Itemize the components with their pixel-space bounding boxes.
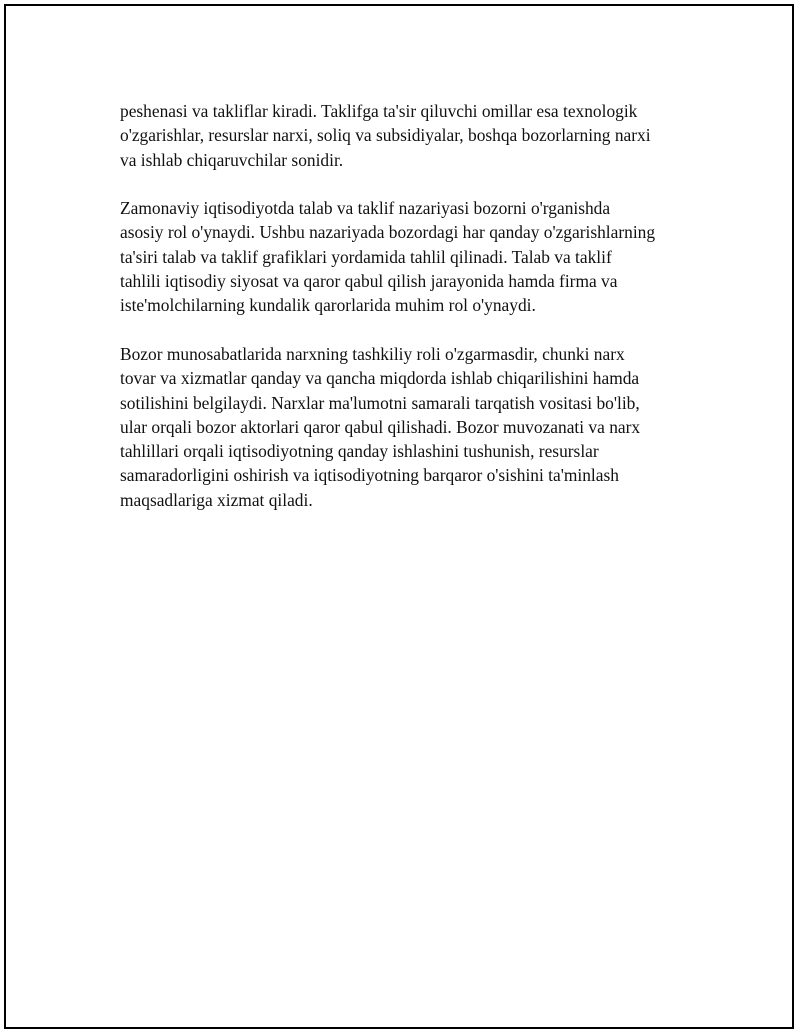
paragraph-2: Zamonaviy iqtisodiyotda talab va taklif nazariyasi bozorni o'rganishda asosiy rol o'ynaydi. Ushbu nazariyada bozordagi har qanday o'zgarishlarning ta'siri talab va taklif grafiklari yordamida tahlil qilinadi. Talab va taklif tahlili iqtisodiy siyosat va qaror qabul qilish jarayonida hamda firma va iste'molchilarning kundalik qarorlarida muhim rol o'ynaydi.	[120, 198, 656, 316]
paragraph-3: Bozor munosabatlarida narxning tashkiliy roli o'zgarmasdir, chunki narx tovar va xizmatlar qanday va qancha miqdorda ishlab chiqarilishini hamda sotilishini belgilaydi. Narxlar ma'lumotni samarali tarqatish vositasi bo'lib, ular orqali bozor aktorlari qaror qabul qilishadi. Bozor muvozanati va narx tahlillari orqali iqtisodiyotning qanday ishlashini tushunish, resurslar samaradorligini oshirish va iqtisodiyotning barqaror o'sishini ta'minlash maqsadlariga xizmat qiladi.	[120, 343, 641, 510]
page-frame	[4, 4, 794, 1029]
paragraph-1: peshenasi va takliflar kiradi. Taklifga ta'sir qiluvchi omillar esa texnologik o'zgarishlar, resurslar narxi, soliq va subsidiyalar, boshqa bozorlarning narxi va ishlab chiqaruvchilar sonidir.	[120, 101, 651, 170]
document-body	[120, 99, 700, 536]
